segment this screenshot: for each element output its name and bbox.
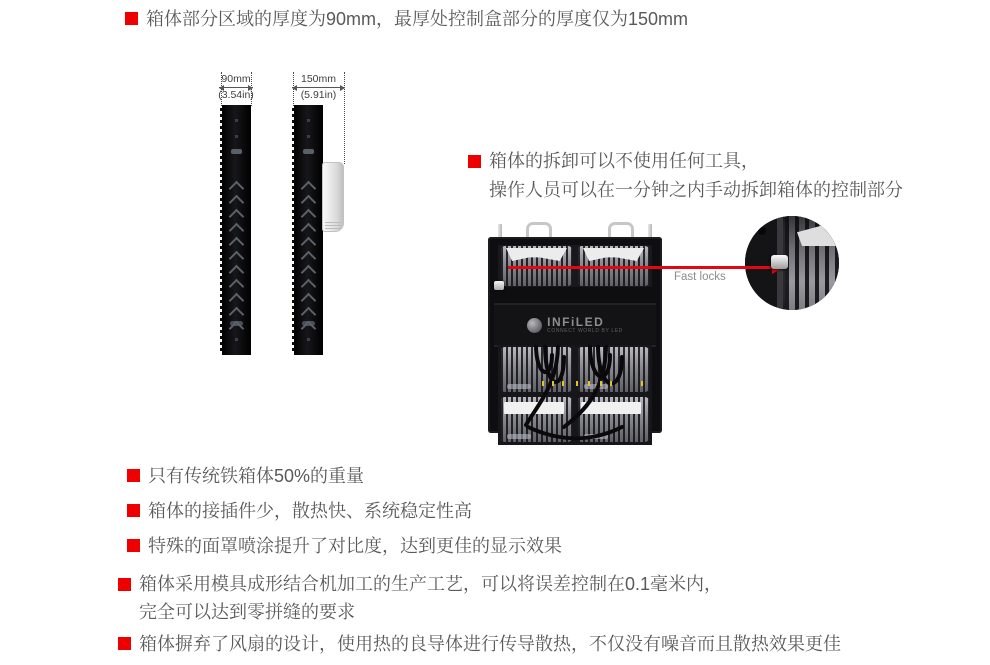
bullet-marker <box>127 469 140 482</box>
dim-arrow <box>219 87 253 88</box>
feature-bullet-4-text: 箱体采用模具成形结合机加工的生产工艺，可以将误差控制在0.1毫米内， 完全可以达到零拼缝的要求 <box>139 574 723 622</box>
detach-text: 箱体的拆卸可以不使用任何工具， 操作人员可以在一分钟之内手动拆卸箱体的控制部分 <box>489 151 903 200</box>
bullet-marker <box>118 578 131 591</box>
panel-side-view-90mm <box>222 105 251 355</box>
headline-text: 箱体部分区域的厚度为90mm，最厚处控制盒部分的厚度仅为150mm <box>146 9 689 29</box>
bullet-marker <box>125 12 138 25</box>
dim-mm: 150mm <box>300 73 336 85</box>
panel-side-view-150mm <box>294 105 323 355</box>
heatsink-chevrons <box>294 181 323 335</box>
feature-bullet-1: 只有传统铁箱体50%的重量 <box>127 465 364 487</box>
callout-screw-hole <box>758 227 766 235</box>
dim-inch: (3.54in) <box>218 89 254 101</box>
infiled-logo-icon <box>527 318 542 333</box>
cabinet-bottom-section <box>498 345 652 445</box>
bullet-marker <box>127 504 140 517</box>
cabinet-back-view <box>488 219 662 434</box>
cabinet-post <box>648 224 652 238</box>
feature-bullet-5: 箱体摒弃了风扇的设计，使用热的良导体进行传导散热，不仅没有噪音而且散热效果更佳 <box>118 633 841 655</box>
infiled-logo-text: INFiLED <box>547 314 605 329</box>
callout-arrow-line <box>508 266 774 269</box>
heatsink-chevrons <box>222 181 251 335</box>
bullet-marker <box>127 539 140 552</box>
detach-bullet <box>468 147 903 205</box>
cabinet-handle <box>526 222 552 238</box>
control-box-side-view <box>322 162 344 232</box>
feature-bullet-3: 特殊的面罩喷涂提升了对比度，达到更佳的显示效果 <box>127 535 562 557</box>
dim-arrow <box>292 87 345 88</box>
dimension-label-150mm <box>292 73 345 101</box>
cabinet-post <box>498 224 502 238</box>
dimension-label-90mm <box>219 73 253 101</box>
feature-bullet-2: 箱体的接插件少，散热快、系统稳定性高 <box>127 500 472 522</box>
dim-mm: 90mm <box>221 73 251 85</box>
module-cover <box>506 248 567 261</box>
dim-inch: (5.91in) <box>300 89 337 101</box>
infiled-logo-tagline: CONNECT WORLD BY LED <box>547 328 623 335</box>
callout-fast-lock-knob <box>771 255 788 269</box>
module-cover <box>583 248 644 261</box>
bullet-marker <box>468 155 481 168</box>
cabinet-logo-band <box>494 303 656 347</box>
fast-lock-knob <box>494 281 504 290</box>
infiled-logo <box>527 316 623 335</box>
cabinet-handle <box>608 222 634 238</box>
fast-lock-callout-circle <box>745 216 839 310</box>
feature-bullet-4 <box>118 570 722 626</box>
fast-locks-label: Fast locks <box>674 271 726 283</box>
bullet-marker <box>118 637 131 650</box>
cabling-graphic <box>498 345 652 445</box>
headline-bullet <box>125 8 688 30</box>
